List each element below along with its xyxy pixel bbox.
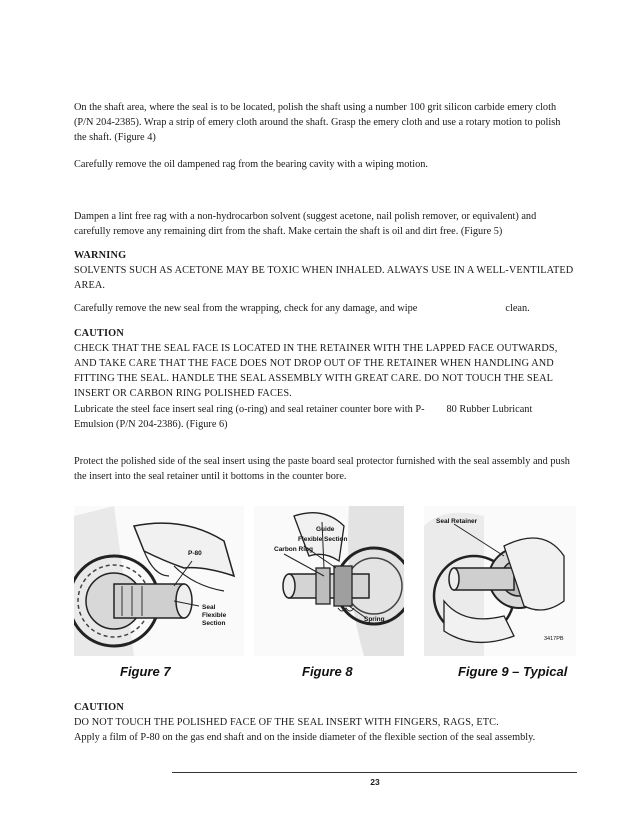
fig9-label-code: 3417PB <box>544 636 564 642</box>
page-number: 23 <box>370 777 380 787</box>
caution-heading-1: CAUTION <box>74 328 125 339</box>
figure-8-illustration <box>254 506 404 656</box>
figure-7-caption: Figure 7 <box>120 664 171 679</box>
fig7-label-flexible: Flexible <box>202 612 227 619</box>
dampen-rag-paragraph: Dampen a lint free rag with a non-hydrocarbon solvent (suggest acetone, nail polish remover, or equivalent) and carefully remove any remaining dirt from the shaft. Make certain the shaft is oil and dirt free. (Figure 5) <box>74 211 537 237</box>
protect-insert-paragraph: Protect the polished side of the seal insert using the paste board seal protector furnished with the seal assembly and push the insert into the seal retainer until it bottoms in the counter bore. <box>74 456 570 482</box>
lubricate-paragraph <box>74 402 574 432</box>
fig7-label-seal: Seal <box>202 604 216 611</box>
remove-seal-clean: clean. <box>505 303 530 314</box>
caution-body-1: CHECK THAT THE SEAL FACE IS LOCATED IN THE RETAINER WITH THE LAPPED FACE OUTWARDS, AND TAKE CARE THAT THE FACE DOES NOT DROP OUT OF THE RETAINER WHEN HANDLING AND FITTING THE SEAL. HANDLE THE SEAL ASSEMBLY WITH GREAT CARE. DO NOT TOUCH THE SEAL INSERT OR CARBON RING POLISHED FACES. <box>74 343 558 399</box>
fig8-label-guide: Guide <box>316 526 335 533</box>
remove-seal-text: Carefully remove the new seal from the wrapping, check for any damage, and wipe <box>74 303 418 314</box>
polish-shaft-paragraph: On the shaft area, where the seal is to be located, polish the shaft using a number 100 grit silicon carbide emery cloth (P/N 204-2385). Wrap a strip of emery cloth around the shaft. Grasp the emery cloth and use a rotary motion to polish the shaft. (Figure 4) <box>74 102 561 143</box>
remove-rag-paragraph: Carefully remove the oil dampened rag from the bearing cavity with a wiping motion. <box>74 159 428 170</box>
caution-heading-2: CAUTION <box>74 702 125 713</box>
caution-block-2 <box>74 700 574 745</box>
figure-8-caption: Figure 8 <box>302 664 353 679</box>
figure-7-drawing <box>74 506 244 656</box>
caution-body-2: DO NOT TOUCH THE POLISHED FACE OF THE SEAL INSERT WITH FINGERS, RAGS, ETC. <box>74 717 499 728</box>
warning-body: SOLVENTS SUCH AS ACETONE MAY BE TOXIC WHEN INHALED. ALWAYS USE IN A WELL-VENTILATED AREA. <box>74 265 574 291</box>
fig8-label-spring: Spring <box>364 616 385 623</box>
caution-block-1 <box>74 326 574 401</box>
fig8-label-flexible-section: Flexible Section <box>298 536 348 543</box>
apply-film-paragraph: Apply a film of P-80 on the gas end shaft and on the inside diameter of the flexible section of the seal assembly. <box>74 732 536 743</box>
lubricate-part-number: Emulsion (P/N 204-2386). (Figure 6) <box>74 419 228 430</box>
fig8-label-carbon-ring: Carbon Ring <box>274 546 313 553</box>
figure-9-illustration <box>424 506 576 656</box>
figure-9-drawing <box>424 506 576 656</box>
remove-seal-paragraph <box>74 301 574 316</box>
lubricate-product: 80 Rubber Lubricant <box>446 404 533 415</box>
warning-block <box>74 248 574 293</box>
lubricate-text: Lubricate the steel face insert seal ring (o-ring) and seal retainer counter bore with P- <box>74 404 425 415</box>
warning-heading: WARNING <box>74 250 127 261</box>
figure-strip <box>74 506 576 656</box>
fig7-label-p80: P-80 <box>188 550 202 557</box>
figure-9-caption: Figure 9 – Typical <box>458 664 568 679</box>
fig7-label-section: Section <box>202 620 226 627</box>
footer-rule <box>172 772 577 773</box>
figure-7-illustration <box>74 506 244 656</box>
fig9-label-seal-retainer: Seal Retainer <box>436 518 478 525</box>
